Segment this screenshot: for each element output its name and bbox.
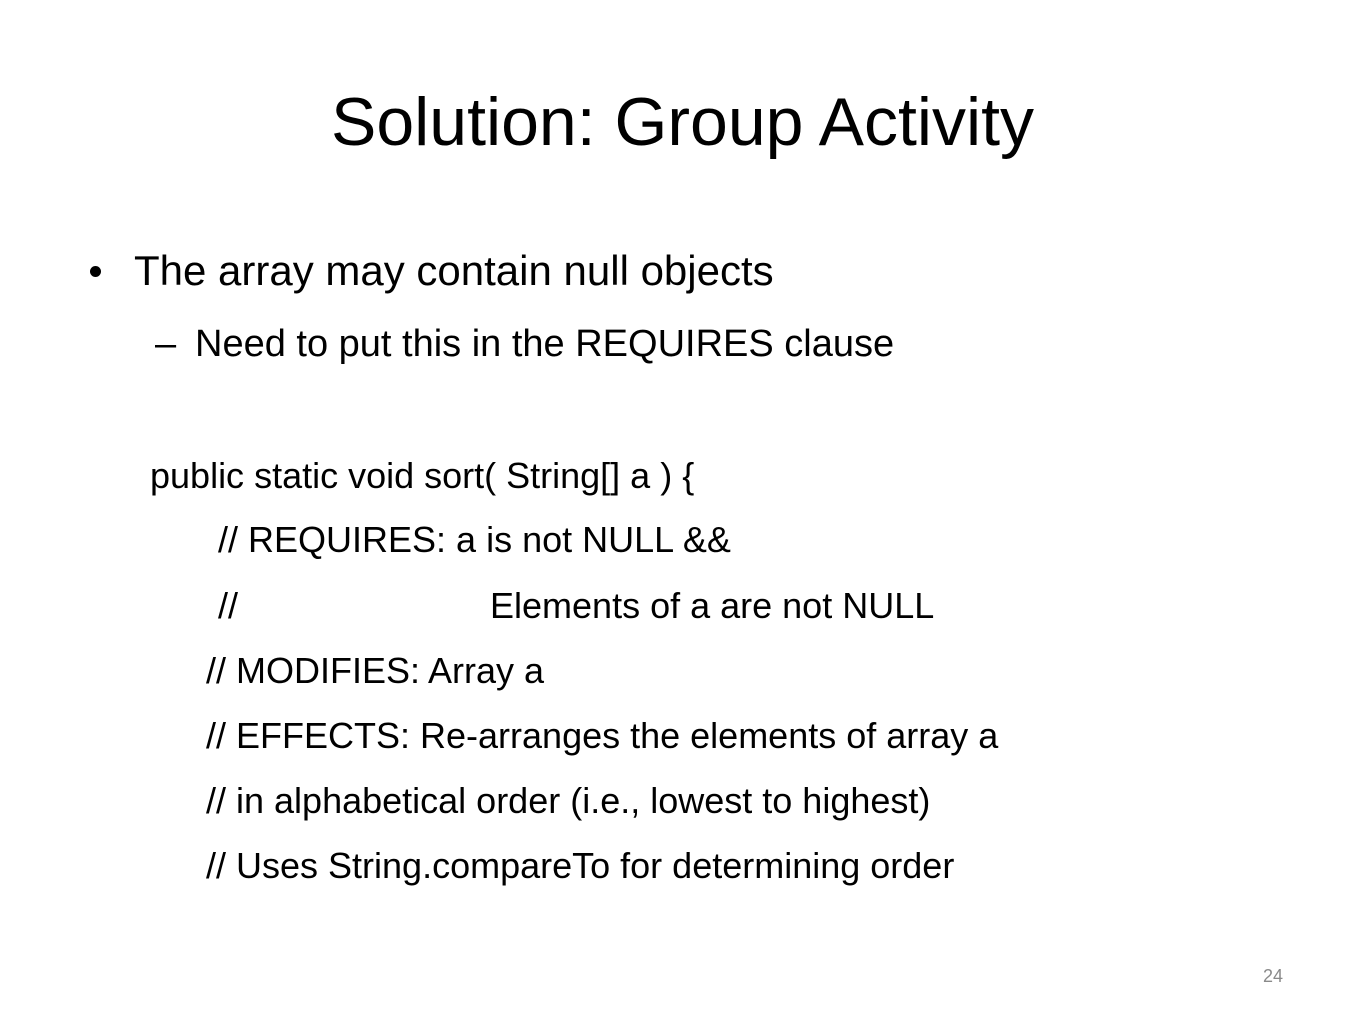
code-line-requires-continued: Elements of a are not NULL [490,585,935,626]
bullet-item [90,246,774,296]
code-line-effects-compare: // Uses String.compareTo for determining order [206,845,955,886]
code-line-effects: // EFFECTS: Re-arranges the elements of array a [206,715,999,756]
code-line-signature: public static void sort( String[] a ) { [150,455,695,496]
dash-icon: – [155,323,177,365]
code-line-modifies: // MODIFIES: Array a [206,650,545,691]
code-line-requires: // REQUIRES: a is not NULL && [218,519,731,560]
sub-bullet-item [155,322,894,368]
page-number: 24 [1262,966,1283,986]
code-line-requires-marker: // [218,585,239,626]
bullet-icon [90,266,101,277]
code-line-effects-order: // in alphabetical order (i.e., lowest to highest) [206,780,931,821]
slide-title: Solution: Group Activity [330,84,1034,160]
sub-bullet-text: Need to put this in the REQUIRES clause [195,323,895,365]
bullet-text: The array may contain null objects [134,247,774,294]
